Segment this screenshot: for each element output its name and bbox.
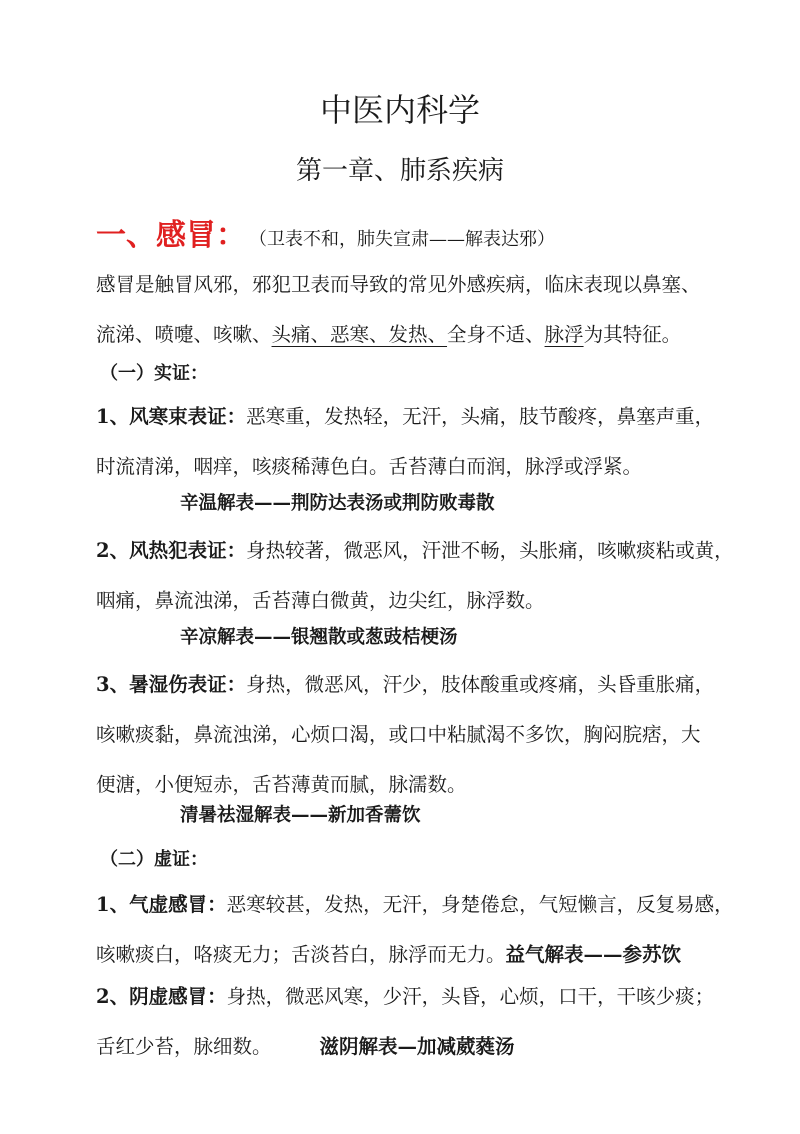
intro-paragraph: [96, 260, 736, 360]
syndrome-line: [96, 972, 736, 1022]
section-subtitle: （卫表不和，肺失宣肃——解表达邪）: [258, 229, 555, 250]
syndrome-line: [96, 392, 736, 442]
syndrome-name: 1、气虚感冒：: [96, 893, 227, 916]
intro-text: 流涕、喷嚏、咳嗽、: [96, 323, 272, 346]
syndrome-line: 咽痛，鼻流浊涕，舌苔薄白微黄，边尖红，脉浮数。: [96, 589, 545, 612]
treatment-summer-damp: 清暑祛湿解表——新加香薷饮: [180, 805, 421, 826]
syndrome-text: 咳嗽痰白，咯痰无力；舌淡苔白，脉浮而无力。: [96, 943, 506, 966]
syndrome-name: 2、风热犯表证：: [96, 539, 247, 562]
chapter-heading: 第一章、肺系疾病: [295, 156, 504, 186]
syndrome-line: 咳嗽痰黏，鼻流浊涕，心烦口渴，或口中粘腻渴不多饮，胸闷脘痞，大: [96, 723, 701, 746]
syndrome-summer-damp: [96, 660, 736, 810]
syndrome-name: 3、暑湿伤表证：: [96, 673, 247, 696]
syndrome-line: [96, 660, 736, 710]
treatment-qi-deficiency: 益气解表——参苏饮: [505, 943, 682, 966]
excess-subheading: （一）实证：: [100, 363, 208, 384]
section-heading: [96, 214, 555, 258]
intro-line-1: 感冒是触冒风邪，邪犯卫表而导致的常见外感疾病，临床表现以鼻塞、: [96, 273, 701, 296]
syndrome-text: 身热较著，微恶风，汗泄不畅，头胀痛，咳嗽痰粘或黄，: [246, 539, 734, 562]
syndrome-qi-deficiency: [96, 880, 736, 980]
syndrome-wind-heat: [96, 526, 736, 626]
syndrome-text: 恶寒较甚，发热，无汗，身楚倦怠，气短懒言，反复易感，: [226, 893, 734, 916]
deficiency-subheading: （二）虚证：: [100, 849, 208, 870]
section-title: 一、感冒：: [96, 218, 246, 253]
treatment-wind-heat: 辛凉解表——银翘散或葱豉桔梗汤: [180, 627, 458, 648]
intro-text: 全身不适、: [447, 323, 545, 346]
syndrome-wind-cold: [96, 392, 736, 492]
syndrome-text: 恶寒重，发热轻，无汗，头痛，肢节酸疼，鼻塞声重，: [246, 405, 715, 428]
treatment-wind-cold: 辛温解表——荆防达表汤或荆防败毒散: [180, 493, 495, 514]
intro-underlined-pulse: 脉浮: [544, 323, 584, 346]
document-title: 中医内科学: [319, 91, 480, 129]
syndrome-name: 2、阴虚感冒：: [96, 985, 227, 1008]
syndrome-text: 舌红少苔，脉细数。: [96, 1035, 272, 1058]
syndrome-line: [96, 526, 736, 576]
intro-line-2: [96, 310, 736, 360]
syndrome-line: [96, 1022, 736, 1072]
syndrome-yin-deficiency: [96, 972, 736, 1072]
syndrome-line: 时流清涕，咽痒，咳痰稀薄色白。舌苔薄白而润，脉浮或浮紧。: [96, 455, 643, 478]
syndrome-text: 身热，微恶风，汗少，肢体酸重或疼痛，头昏重胀痛，: [246, 673, 715, 696]
intro-text: 为其特征。: [583, 323, 682, 346]
syndrome-line: 便溏，小便短赤，舌苔薄黄而腻，脉濡数。: [96, 773, 467, 796]
syndrome-text: 身热，微恶风寒，少汗，头昏，心烦，口干，干咳少痰；: [226, 985, 715, 1008]
treatment-yin-deficiency: 滋阴解表—加减葳蕤汤: [319, 1035, 515, 1058]
intro-underlined-symptoms: 头痛、恶寒、发热、: [271, 323, 448, 346]
syndrome-name: 1、风寒束表证：: [96, 405, 247, 428]
syndrome-line: [96, 880, 736, 930]
